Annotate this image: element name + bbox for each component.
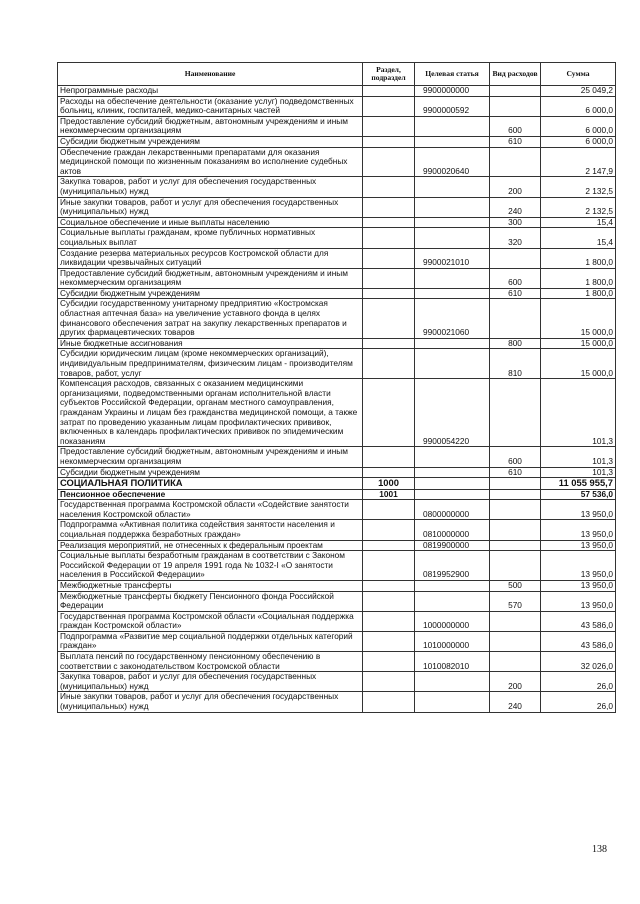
table-row <box>58 349 616 379</box>
row-name-cell: Межбюджетные трансферты бюджету Пенсионного фонда Российской Федерации <box>58 591 363 611</box>
row-target-article-cell: 0819900000 <box>415 540 490 551</box>
table-row <box>58 379 616 447</box>
table-row <box>58 500 616 520</box>
row-target-article-cell: 9900021010 <box>415 248 490 268</box>
row-name-cell: Закупка товаров, работ и услуг для обеспечения государственных (муниципальных) нужд <box>58 177 363 197</box>
row-razdel-cell <box>363 86 415 97</box>
row-expense-type-cell <box>490 631 541 651</box>
row-razdel-cell <box>363 177 415 197</box>
table-row <box>58 520 616 540</box>
row-name-cell: Создание резерва материальных ресурсов Костромской области для ликвидации чрезвычайных ситуаций <box>58 248 363 268</box>
table-row <box>58 580 616 591</box>
table-row <box>58 467 616 478</box>
row-target-article-cell <box>415 268 490 288</box>
row-sum-cell: 101,3 <box>541 447 616 467</box>
row-sum-cell: 11 055 955,7 <box>541 478 616 489</box>
row-target-article-cell <box>415 217 490 228</box>
table-row <box>58 136 616 147</box>
row-razdel-cell <box>363 520 415 540</box>
row-razdel-cell <box>363 591 415 611</box>
row-target-article-cell: 9900000000 <box>415 86 490 97</box>
row-razdel-cell: 1000 <box>363 478 415 489</box>
row-razdel-cell <box>363 580 415 591</box>
row-expense-type-cell <box>490 489 541 500</box>
row-name-cell: Субсидии бюджетным учреждениям <box>58 467 363 478</box>
row-razdel-cell <box>363 116 415 136</box>
row-sum-cell: 6 000,0 <box>541 136 616 147</box>
header-razdel: Раздел, подраздел <box>363 63 415 86</box>
row-name-cell: Государственная программа Костромской области «Содействие занятости населения Костромской области» <box>58 500 363 520</box>
row-target-article-cell <box>415 672 490 692</box>
row-expense-type-cell <box>490 652 541 672</box>
row-name-cell: Социальные выплаты безработным гражданам в соответствии с Законом Российской Федерации от 19 апреля 1991 года № 1032-I «О занятости населения в Российской Федерации» <box>58 551 363 581</box>
page-number: 138 <box>592 844 607 855</box>
header-name: Наименование <box>58 63 363 86</box>
table-row <box>58 299 616 338</box>
row-target-article-cell <box>415 177 490 197</box>
row-expense-type-cell: 300 <box>490 217 541 228</box>
table-row <box>58 652 616 672</box>
row-expense-type-cell <box>490 478 541 489</box>
row-name-cell: Иные закупки товаров, работ и услуг для обеспечения государственных (муниципальных) нужд <box>58 692 363 712</box>
row-razdel-cell <box>363 288 415 299</box>
row-target-article-cell <box>415 228 490 248</box>
row-expense-type-cell <box>490 611 541 631</box>
row-expense-type-cell <box>490 520 541 540</box>
row-target-article-cell: 1010000000 <box>415 631 490 651</box>
row-name-cell: Непрограммные расходы <box>58 86 363 97</box>
row-expense-type-cell: 600 <box>490 116 541 136</box>
row-sum-cell: 15,4 <box>541 217 616 228</box>
row-expense-type-cell: 610 <box>490 288 541 299</box>
row-razdel-cell <box>363 96 415 116</box>
row-expense-type-cell <box>490 248 541 268</box>
row-name-cell: Подпрограмма «Развитие мер социальной поддержки отдельных категорий граждан» <box>58 631 363 651</box>
row-name-cell: Межбюджетные трансферты <box>58 580 363 591</box>
row-sum-cell: 25 049,2 <box>541 86 616 97</box>
row-sum-cell: 2 132,5 <box>541 197 616 217</box>
table-row <box>58 268 616 288</box>
table-row <box>58 96 616 116</box>
row-sum-cell: 13 950,0 <box>541 591 616 611</box>
row-sum-cell: 2 147,9 <box>541 147 616 177</box>
row-razdel-cell <box>363 147 415 177</box>
row-sum-cell: 15 000,0 <box>541 349 616 379</box>
table-row <box>58 228 616 248</box>
row-expense-type-cell <box>490 299 541 338</box>
row-target-article-cell: 9900000592 <box>415 96 490 116</box>
budget-table-sheet <box>57 62 615 713</box>
row-expense-type-cell <box>490 500 541 520</box>
row-razdel-cell <box>363 447 415 467</box>
row-sum-cell: 43 586,0 <box>541 611 616 631</box>
row-expense-type-cell: 200 <box>490 177 541 197</box>
table-row <box>58 147 616 177</box>
row-name-cell: Социальные выплаты гражданам, кроме публичных нормативных социальных выплат <box>58 228 363 248</box>
row-sum-cell: 26,0 <box>541 692 616 712</box>
row-razdel-cell <box>363 136 415 147</box>
row-razdel-cell <box>363 631 415 651</box>
row-expense-type-cell: 240 <box>490 197 541 217</box>
row-name-cell: Субсидии бюджетным учреждениям <box>58 288 363 299</box>
table-row <box>58 217 616 228</box>
row-razdel-cell <box>363 217 415 228</box>
row-name-cell: Расходы на обеспечение деятельности (оказание услуг) подведомственных больниц, клиник, госпиталей, медико-санитарных частей <box>58 96 363 116</box>
row-razdel-cell <box>363 349 415 379</box>
row-expense-type-cell: 610 <box>490 136 541 147</box>
row-target-article-cell: 0819952900 <box>415 551 490 581</box>
row-name-cell: Субсидии бюджетным учреждениям <box>58 136 363 147</box>
row-sum-cell: 32 026,0 <box>541 652 616 672</box>
row-sum-cell: 1 800,0 <box>541 288 616 299</box>
row-sum-cell: 43 586,0 <box>541 631 616 651</box>
row-target-article-cell: 9900021060 <box>415 299 490 338</box>
row-razdel-cell <box>363 652 415 672</box>
row-razdel-cell <box>363 672 415 692</box>
row-name-cell: Субсидии юридическим лицам (кроме некоммерческих организаций), индивидуальным предпринимателям, физическим лицам - производителям товаров, работ, услуг <box>58 349 363 379</box>
row-name-cell: Подпрограмма «Активная политика содействия занятости населения и социальная поддержка безработных граждан» <box>58 520 363 540</box>
row-name-cell: Закупка товаров, работ и услуг для обеспечения государственных (муниципальных) нужд <box>58 672 363 692</box>
row-razdel-cell <box>363 692 415 712</box>
row-target-article-cell: 1000000000 <box>415 611 490 631</box>
row-razdel-cell <box>363 551 415 581</box>
row-expense-type-cell <box>490 147 541 177</box>
table-row <box>58 86 616 97</box>
row-target-article-cell <box>415 692 490 712</box>
row-target-article-cell <box>415 478 490 489</box>
table-row <box>58 447 616 467</box>
table-row <box>58 489 616 500</box>
row-sum-cell: 2 132,5 <box>541 177 616 197</box>
table-row <box>58 611 616 631</box>
row-name-cell: Иные бюджетные ассигнования <box>58 338 363 349</box>
row-sum-cell: 15 000,0 <box>541 338 616 349</box>
row-target-article-cell: 9900020640 <box>415 147 490 177</box>
row-razdel-cell <box>363 197 415 217</box>
row-target-article-cell <box>415 136 490 147</box>
row-razdel-cell <box>363 500 415 520</box>
row-razdel-cell <box>363 467 415 478</box>
row-name-cell: Государственная программа Костромской области «Социальная поддержка граждан Костромской области» <box>58 611 363 631</box>
table-row <box>58 116 616 136</box>
row-sum-cell: 13 950,0 <box>541 520 616 540</box>
row-target-article-cell <box>415 288 490 299</box>
row-target-article-cell <box>415 591 490 611</box>
row-name-cell: Социальное обеспечение и иные выплаты населению <box>58 217 363 228</box>
row-name-cell: Предоставление субсидий бюджетным, автономным учреждениям и иным некоммерческим организациям <box>58 447 363 467</box>
row-expense-type-cell: 600 <box>490 268 541 288</box>
header-summa: Сумма <box>541 63 616 86</box>
table-row <box>58 478 616 489</box>
row-expense-type-cell <box>490 86 541 97</box>
row-expense-type-cell: 200 <box>490 672 541 692</box>
row-sum-cell: 6 000,0 <box>541 116 616 136</box>
row-name-cell: Предоставление субсидий бюджетным, автономным учреждениям и иным некоммерческим организациям <box>58 268 363 288</box>
row-name-cell: Предоставление субсидий бюджетным, автономным учреждениям и иным некоммерческим организациям <box>58 116 363 136</box>
row-sum-cell: 15,4 <box>541 228 616 248</box>
row-name-cell: Субсидии государственному унитарному предприятию «Костромская областная аптечная база» на увеличение уставного фонда в целях финансового обеспечения затрат на закупку лекарственных препаратов и других фармацевтических товаров <box>58 299 363 338</box>
table-row <box>58 692 616 712</box>
row-sum-cell: 26,0 <box>541 672 616 692</box>
row-name-cell: Обеспечение граждан лекарственными препаратами для оказания медицинской помощи по жизненным показаниям во исполнение судебных актов <box>58 147 363 177</box>
table-row <box>58 248 616 268</box>
row-expense-type-cell: 810 <box>490 349 541 379</box>
row-name-cell: Выплата пенсий по государственному пенсионному обеспечению в соответствии с законодательством Костромской области <box>58 652 363 672</box>
table-body <box>58 86 616 713</box>
table-row <box>58 338 616 349</box>
row-expense-type-cell: 500 <box>490 580 541 591</box>
row-razdel-cell <box>363 248 415 268</box>
row-target-article-cell: 0810000000 <box>415 520 490 540</box>
row-sum-cell: 6 000,0 <box>541 96 616 116</box>
row-sum-cell: 13 950,0 <box>541 580 616 591</box>
row-sum-cell: 13 950,0 <box>541 540 616 551</box>
row-razdel-cell <box>363 299 415 338</box>
row-razdel-cell <box>363 268 415 288</box>
table-row <box>58 540 616 551</box>
row-sum-cell: 101,3 <box>541 379 616 447</box>
header-vid: Вид расходов <box>490 63 541 86</box>
row-expense-type-cell: 240 <box>490 692 541 712</box>
row-name-cell: Реализация мероприятий, не отнесенных к федеральным проектам <box>58 540 363 551</box>
row-sum-cell: 13 950,0 <box>541 500 616 520</box>
row-sum-cell: 13 950,0 <box>541 551 616 581</box>
header-celevaya: Целевая статья <box>415 63 490 86</box>
row-expense-type-cell: 600 <box>490 447 541 467</box>
budget-table <box>57 62 616 713</box>
table-row <box>58 672 616 692</box>
row-sum-cell: 1 800,0 <box>541 268 616 288</box>
row-sum-cell: 101,3 <box>541 467 616 478</box>
row-target-article-cell <box>415 349 490 379</box>
row-razdel-cell <box>363 228 415 248</box>
row-expense-type-cell: 800 <box>490 338 541 349</box>
row-target-article-cell <box>415 489 490 500</box>
row-target-article-cell <box>415 116 490 136</box>
row-target-article-cell <box>415 580 490 591</box>
row-target-article-cell <box>415 197 490 217</box>
row-name-cell: Компенсация расходов, связанных с оказанием медицинскими организациями, подведомственными органам исполнительной власти субъектов Российской Федерации, органам местного самоуправления, гражданам Украины и лицам без гражданства медицинской помощи, а также затрат по проведению указанным лицам профилактических прививок, включенных в календарь профилактических прививок по эпидемическим показаниям <box>58 379 363 447</box>
row-target-article-cell: 9900054220 <box>415 379 490 447</box>
table-row <box>58 288 616 299</box>
table-row <box>58 631 616 651</box>
row-expense-type-cell: 320 <box>490 228 541 248</box>
row-expense-type-cell <box>490 540 541 551</box>
row-target-article-cell: 1010082010 <box>415 652 490 672</box>
row-target-article-cell: 0800000000 <box>415 500 490 520</box>
row-sum-cell: 1 800,0 <box>541 248 616 268</box>
row-expense-type-cell: 570 <box>490 591 541 611</box>
row-sum-cell: 57 536,0 <box>541 489 616 500</box>
row-razdel-cell: 1001 <box>363 489 415 500</box>
row-sum-cell: 15 000,0 <box>541 299 616 338</box>
table-row <box>58 197 616 217</box>
row-razdel-cell <box>363 338 415 349</box>
table-row <box>58 177 616 197</box>
row-name-cell: СОЦИАЛЬНАЯ ПОЛИТИКА <box>58 478 363 489</box>
row-razdel-cell <box>363 379 415 447</box>
row-name-cell: Пенсионное обеспечение <box>58 489 363 500</box>
row-expense-type-cell <box>490 551 541 581</box>
row-target-article-cell <box>415 338 490 349</box>
row-target-article-cell <box>415 447 490 467</box>
row-expense-type-cell <box>490 379 541 447</box>
row-razdel-cell <box>363 540 415 551</box>
table-row <box>58 551 616 581</box>
row-target-article-cell <box>415 467 490 478</box>
table-header-row <box>58 63 616 86</box>
table-row <box>58 591 616 611</box>
row-razdel-cell <box>363 611 415 631</box>
row-name-cell: Иные закупки товаров, работ и услуг для обеспечения государственных (муниципальных) нужд <box>58 197 363 217</box>
row-expense-type-cell <box>490 96 541 116</box>
row-expense-type-cell: 610 <box>490 467 541 478</box>
